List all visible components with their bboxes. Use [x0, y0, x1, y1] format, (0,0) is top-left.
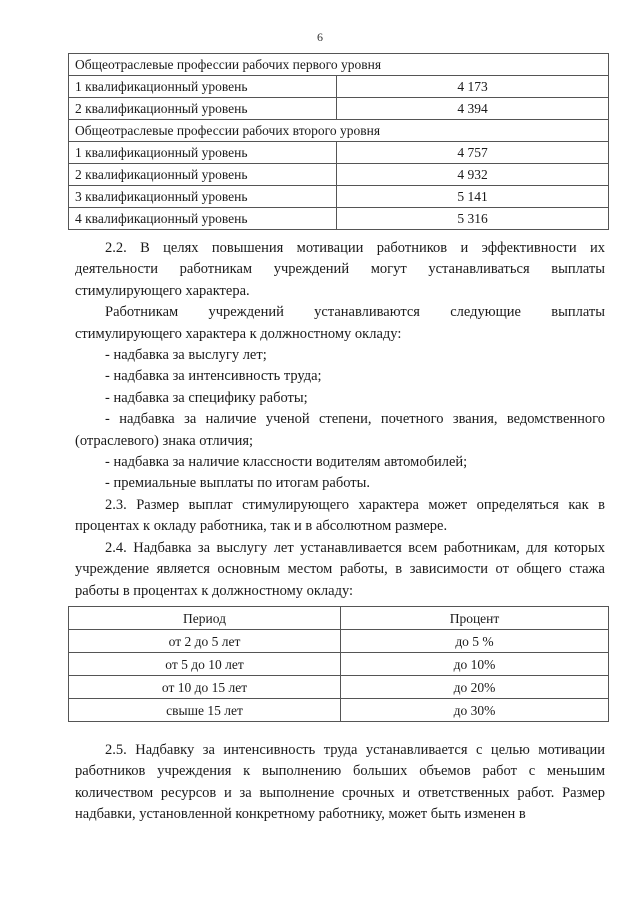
list-item: - премиальные выплаты по итогам работы.	[105, 475, 370, 492]
column-header-percent: Процент	[341, 607, 609, 630]
paragraph-2-5: 2.5. Надбавку за интенсивность труда устанавливается с целью мотивации работников учреждения к выполнению больших объемов работ с меньшим количеством ресурсов и за выполнение срочных и ответственных работ. Размер надбавки, установленной конкретному работнику, может быть изменен в	[75, 742, 605, 823]
body-text-top	[75, 238, 605, 602]
period-cell: от 2 до 5 лет	[69, 630, 341, 653]
list-item: - надбавка за выслугу лет;	[105, 347, 267, 364]
level-cell: 2 квалификационный уровень	[69, 164, 337, 186]
body-text-bottom	[75, 740, 605, 826]
amount-cell: 4 932	[337, 164, 609, 186]
level-cell: 3 квалификационный уровень	[69, 186, 337, 208]
period-table	[68, 606, 609, 722]
list-item: - надбавка за наличие ученой степени, почетного звания, ведомственного (отраслевого) знака отличия;	[75, 411, 605, 449]
percent-cell: до 5 %	[341, 630, 609, 653]
percent-cell: до 20%	[341, 676, 609, 699]
level-cell: 2 квалификационный уровень	[69, 98, 337, 120]
table-row	[69, 186, 609, 208]
table-row	[69, 630, 609, 653]
percent-cell: до 10%	[341, 653, 609, 676]
list-item: - надбавка за интенсивность труда;	[105, 368, 322, 385]
paragraph-intro-list: Работникам учреждений устанавливаются следующие выплаты стимулирующего характера к должностному окладу:	[75, 304, 605, 342]
amount-cell: 4 757	[337, 142, 609, 164]
table-group-header	[69, 54, 609, 76]
table-row	[69, 76, 609, 98]
amount-cell: 5 141	[337, 186, 609, 208]
level-cell: 1 квалификационный уровень	[69, 76, 337, 98]
amount-cell: 4 173	[337, 76, 609, 98]
page-number: 6	[317, 30, 323, 44]
paragraph-2-3: 2.3. Размер выплат стимулирующего характера может определяться как в процентах к окладу работника, так и в абсолютном размере.	[75, 496, 605, 535]
table-row	[69, 98, 609, 120]
group-title: Общеотраслевые профессии рабочих второго уровня	[69, 120, 609, 142]
period-cell: от 10 до 15 лет	[69, 676, 341, 699]
table-row	[69, 676, 609, 699]
percent-cell: до 30%	[341, 699, 609, 722]
column-header-period: Период	[69, 607, 341, 630]
paragraph-2-2: 2.2. В целях повышения мотивации работников и эффективности их деятельности работникам учреждений могут устанавливаться выплаты стимулирующего характера.	[75, 240, 605, 299]
group-title: Общеотраслевые профессии рабочих первого уровня	[69, 54, 609, 76]
list-item: - надбавка за специфику работы;	[105, 389, 308, 406]
table-row	[69, 142, 609, 164]
period-cell: свыше 15 лет	[69, 699, 341, 722]
table-group-header	[69, 120, 609, 142]
salary-table	[68, 53, 609, 230]
level-cell: 1 квалификационный уровень	[69, 142, 337, 164]
level-cell: 4 квалификационный уровень	[69, 208, 337, 230]
table-row	[69, 699, 609, 722]
period-cell: от 5 до 10 лет	[69, 653, 341, 676]
table-row	[69, 164, 609, 186]
amount-cell: 4 394	[337, 98, 609, 120]
table-row	[69, 653, 609, 676]
list-item: - надбавка за наличие классности водителям автомобилей;	[105, 454, 468, 471]
table-row	[69, 208, 609, 230]
table-header-row	[69, 607, 609, 630]
paragraph-2-4: 2.4. Надбавка за выслугу лет устанавливается всем работникам, для которых учреждение является основным местом работы, в зависимости от общего стажа работы в процентах к должностному окладу:	[75, 539, 605, 599]
amount-cell: 5 316	[337, 208, 609, 230]
